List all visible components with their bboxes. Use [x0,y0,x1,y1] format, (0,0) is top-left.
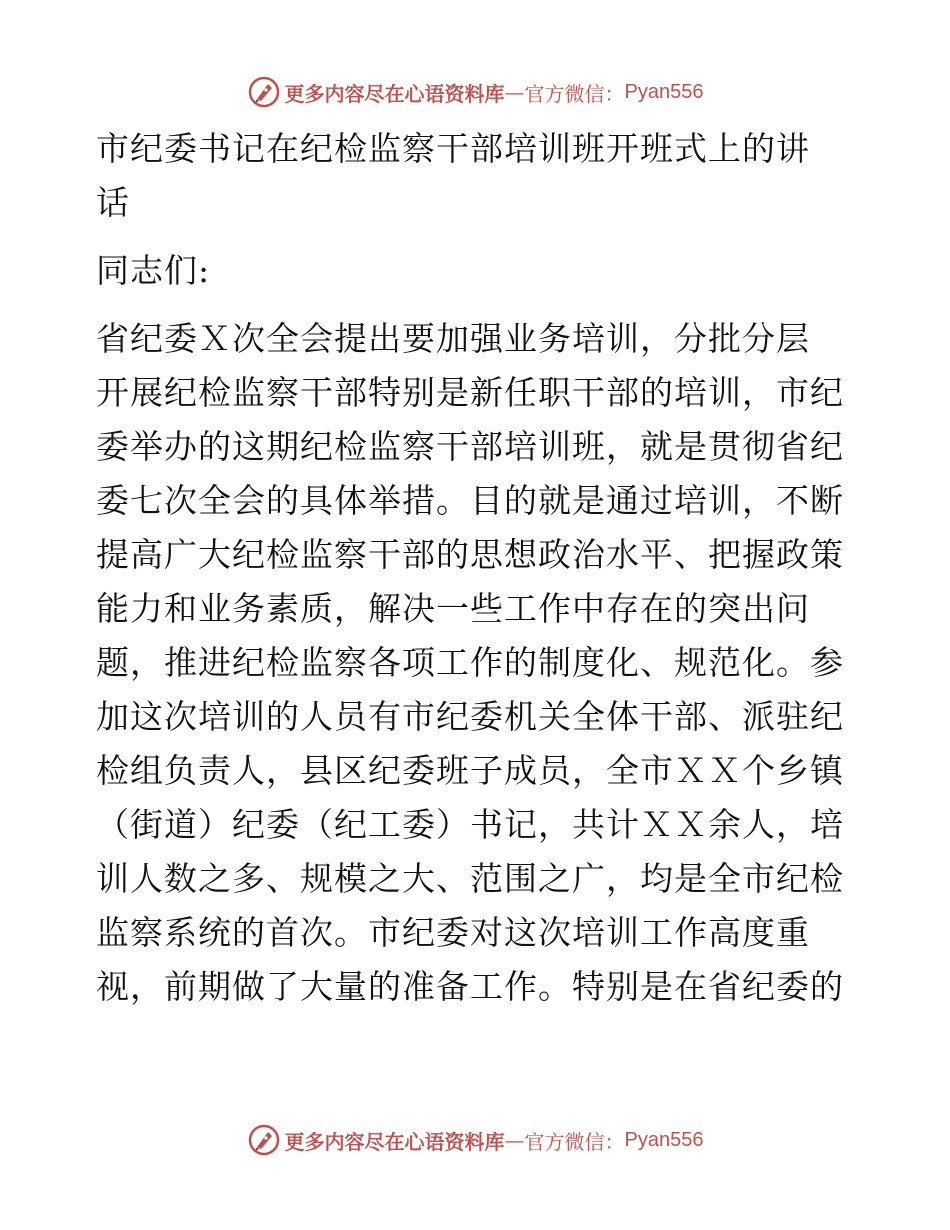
paragraph-line: 加这次培训的人员有市纪委机关全体干部、派驻纪 [96,697,844,736]
banner-main-text: 更多内容尽在心语资料库 [284,1129,505,1154]
document-body [96,122,856,1014]
paragraph-line: 委举办的这期纪检监察干部培训班，就是贯彻省纪 [96,427,844,466]
banner-separator: — [504,80,525,104]
document-title-line-2: 话 [96,183,130,222]
footer-watermark-banner [0,1120,950,1160]
paragraph-line: 省纪委Ｘ次全会提出要加强业务培训，分批分层 [96,319,810,358]
paragraph-line: 能力和业务素质，解决一些工作中存在的突出问 [96,589,810,628]
paragraph-line: 监察系统的首次。市纪委对这次培训工作高度重 [96,913,810,952]
banner-wechat-label: 官方微信： [524,81,625,106]
paragraph-line: 委七次全会的具体举措。目的就是通过培训，不断 [96,481,844,520]
banner-main-text: 更多内容尽在心语资料库 [284,81,505,106]
pen-nib-logo-icon [247,75,281,109]
paragraph-line: 开展纪检监察干部特别是新任职干部的培训，市纪 [96,373,844,412]
banner-wechat-id: Pyan556 [624,1128,704,1151]
paragraph-line: 提高广大纪检监察干部的思想政治水平、把握政策 [96,535,844,574]
paragraph-line: 检组负责人，县区纪委班子成员，全市ＸＸ个乡镇 [96,751,844,790]
salutation: 同志们: [96,251,211,290]
paragraph-line: 视，前期做了大量的准备工作。特别是在省纪委的 [96,967,844,1006]
document-title-line-1: 市纪委书记在纪检监察干部培训班开班式上的讲 [96,129,810,168]
header-watermark-banner [0,72,950,112]
banner-separator: — [504,1128,525,1152]
paragraph-line: 题，推进纪检监察各项工作的制度化、规范化。参 [96,643,844,682]
banner-wechat-id: Pyan556 [624,80,704,103]
pen-nib-logo-icon [247,1123,281,1157]
paragraph-line: （街道）纪委（纪工委）书记，共计ＸＸ余人，培 [96,805,844,844]
paragraph-line: 训人数之多、规模之大、范围之广，均是全市纪检 [96,859,844,898]
banner-wechat-label: 官方微信： [524,1129,625,1154]
